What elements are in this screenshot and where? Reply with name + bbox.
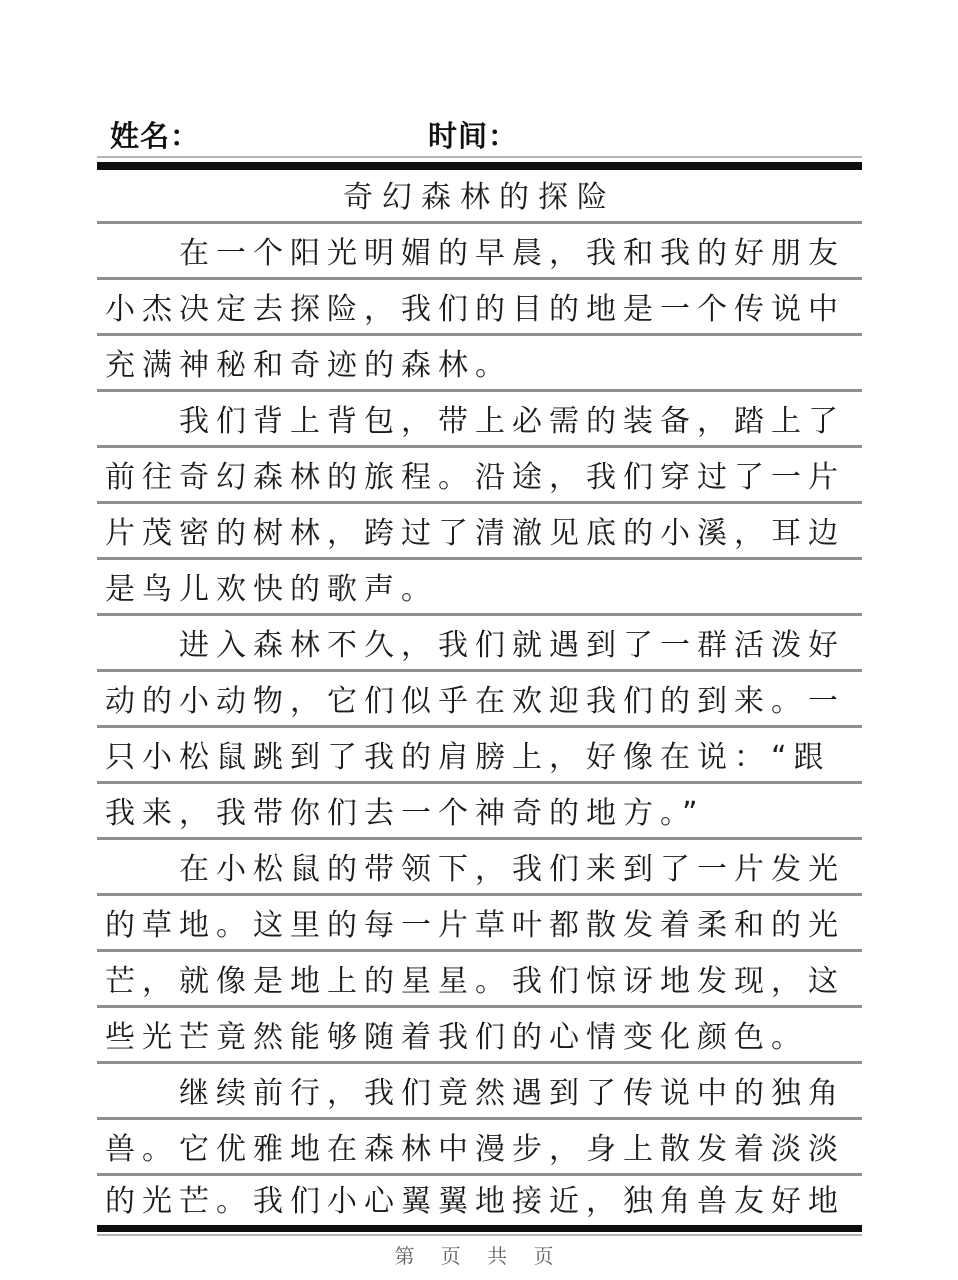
essay-line: 在一个阳光明媚的早晨，我和我的好朋友 xyxy=(97,224,862,280)
essay-content xyxy=(97,156,862,1236)
name-label: 姓名： xyxy=(110,119,201,153)
essay-line: 是鸟儿欢快的歌声。 xyxy=(97,560,862,616)
essay-title xyxy=(97,170,862,224)
essay-line: 在小松鼠的带领下，我们来到了一片发光 xyxy=(97,840,862,896)
essay-line: 继续前行，我们竟然遇到了传说中的独角 xyxy=(97,1064,862,1120)
essay-line: 动的小动物，它们似乎在欢迎我们的到来。一 xyxy=(97,672,862,728)
essay-line: 些光芒竟然能够随着我们的心情变化颜色。 xyxy=(97,1008,862,1064)
essay-line: 我们背上背包，带上必需的装备，踏上了 xyxy=(97,392,862,448)
essay-line: 前往奇幻森林的旅程。沿途，我们穿过了一片 xyxy=(97,448,862,504)
top-thin-rule xyxy=(97,156,862,158)
essay-line: 充满神秘和奇迹的森林。 xyxy=(97,336,862,392)
bottom-thin-rule xyxy=(97,1234,862,1236)
essay-line: 只小松鼠跳到了我的肩膀上，好像在说：“跟 xyxy=(97,728,862,784)
essay-line: 进入森林不久，我们就遇到了一群活泼好 xyxy=(97,616,862,672)
essay-line: 我来，我带你们去一个神奇的地方。” xyxy=(97,784,862,840)
page-footer: 第 页 共 页 xyxy=(394,1244,564,1268)
essay-line: 小杰决定去探险，我们的目的地是一个传说中 xyxy=(97,280,862,336)
bottom-thick-rule xyxy=(97,1225,862,1232)
top-thick-rule xyxy=(97,162,862,170)
essay-title-text: 奇幻森林的探险 xyxy=(343,180,616,215)
essay-line: 的光芒。我们小心翼翼地接近，独角兽友好地 xyxy=(105,1184,845,1219)
essay-line: 兽。它优雅地在森林中漫步，身上散发着淡淡 xyxy=(97,1120,862,1176)
essay-line: 片茂密的树林，跨过了清澈见底的小溪，耳边 xyxy=(97,504,862,560)
time-label: 时间： xyxy=(428,119,519,153)
essay-line: 的草地。这里的每一片草叶都散发着柔和的光 xyxy=(97,896,862,952)
essay-line: 芒，就像是地上的星星。我们惊讶地发现，这 xyxy=(97,952,862,1008)
